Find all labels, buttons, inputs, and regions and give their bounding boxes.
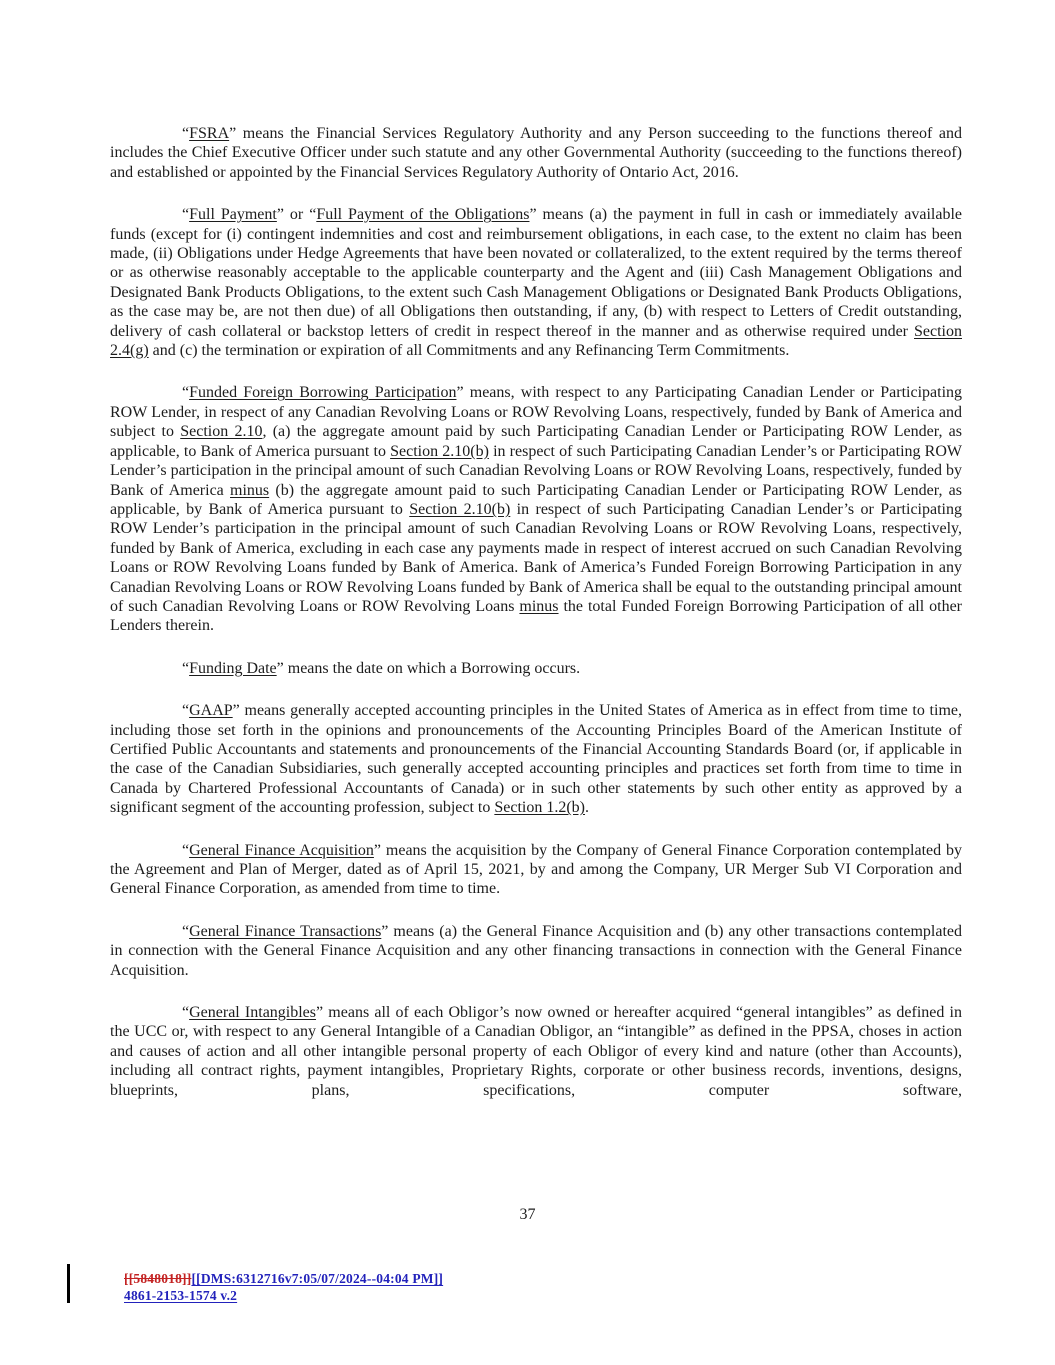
paragraph-text: “ xyxy=(182,206,190,224)
paragraph-text: ” means the date on which a Borrowing occurs. xyxy=(276,659,581,677)
defined-term: minus xyxy=(519,597,559,615)
definition-paragraph xyxy=(110,922,962,980)
definition-paragraph xyxy=(110,383,962,635)
defined-term: Section 2.10(b) xyxy=(390,442,489,460)
defined-term: Full Payment xyxy=(189,206,277,224)
paragraph-text: ” means generally accepted accounting principles in the United States of America as in effect from time to time, including those set forth in the opinions and pronouncements of the Accounting Principles Board of the American Institute of Certified Public Accountants and statements and pronouncements of the Financial Accounting Standards Board (or, if applicable in the case of the Canadian Subsidiaries, such generally accepted accounting principles and practices set forth from time to time in Canada by Chartered Professional Accountants of Canada) or in such other statements by such other entity as approved by a significant segment of the accounting profession, subject to xyxy=(110,702,962,817)
paragraph-text: “ xyxy=(182,702,190,720)
paragraph-text: “ xyxy=(182,922,190,940)
paragraph-text: ” means (a) the General Finance Acquisition and (b) any other transactions contemplated in connection with the General Finance Acquisition and any other financing transactions in connection with the General Finance Acquisition. xyxy=(110,922,962,979)
page-number: 37 xyxy=(519,1206,536,1223)
footer-line-2 xyxy=(124,1288,443,1305)
defined-term: General Finance Acquisition xyxy=(189,841,374,859)
dms-stamp: [[DMS:6312716v7:05/07/2024--04:04 PM]] xyxy=(191,1271,444,1286)
defined-term: Funded Foreign Borrowing Participation xyxy=(189,384,457,402)
definition-paragraph xyxy=(110,701,962,817)
definition-paragraph xyxy=(110,1003,962,1100)
paragraph-text: “ xyxy=(182,1004,190,1022)
paragraph-text: ” means the acquisition by the Company of General Finance Corporation contemplated by the Agreement and Plan of Merger, dated as of April 15, 2021, by and among the Company, UR Merger Sub VI Corporation and General Finance Corporation, as amended from time to time. xyxy=(110,841,962,898)
paragraph-text: , (a) the aggregate amount paid by such Participating Canadian Lender or Participating ROW Lender, as applicable, to Bank of America pursuant to xyxy=(110,423,963,460)
defined-term: GAAP xyxy=(189,702,233,720)
defined-term: Full Payment of the Obligations xyxy=(316,206,530,224)
defined-term: FSRA xyxy=(189,125,230,142)
paragraph-text: “ xyxy=(182,125,190,142)
defined-term: Section 2.10 xyxy=(180,423,263,441)
paragraph-text: in respect of such Participating Canadian Lender’s or Participating ROW Lender’s participation in the principal amount of such Canadian Revolving Loans or ROW Revolving Loans, respectively, funded by Bank of America xyxy=(110,442,963,499)
definitions-text-block xyxy=(110,124,962,1123)
paragraph-text: and (c) the termination or expiration of all Commitments and any Refinancing Term Commitments. xyxy=(148,342,790,360)
definition-paragraph xyxy=(110,659,962,678)
definition-paragraph xyxy=(110,841,962,899)
paragraph-text: “ xyxy=(182,841,190,859)
paragraph-text: ” means, with respect to any Participating Canadian Lender or Participating ROW Lender, in respect of any Canadian Revolving Loans or ROW Revolving Loans, respectively, funded by Bank of America and subject to xyxy=(110,384,963,441)
paragraph-text: . xyxy=(585,799,590,817)
defined-term: minus xyxy=(230,481,270,499)
defined-term: Section 2.4(g) xyxy=(110,322,962,360)
defined-term: Section 2.10(b) xyxy=(409,500,511,518)
defined-term: General Intangibles xyxy=(189,1004,317,1022)
definition-paragraph xyxy=(110,124,962,182)
paragraph-text: ” means all of each Obligor’s now owned or hereafter acquired “general intangibles” as defined in the UCC or, with respect to any General Intangible of a Canadian Obligor, an “intangible” as defined in the PPSA, choses in action and causes of action and all other intangible personal property of each Obligor of every kind and nature (other than Accounts), including all contract rights, payment intangibles, Proprietary Rights, corporate or other business records, inventions, designs, blueprints, plans, specifications, computer software, xyxy=(110,1004,962,1099)
paragraph-text: (b) the aggregate amount paid to such Participating Canadian Lender or Participating ROW Lender, as applicable, by Bank of America pursuant to xyxy=(110,481,963,518)
defined-term: General Finance Transactions xyxy=(189,922,382,940)
paragraph-text: “ xyxy=(182,659,190,677)
defined-term: Section 1.2(b) xyxy=(494,799,586,817)
paragraph-text: in respect of such Participating Canadian Lender’s or Participating ROW Lender’s participation in the principal amount of such Canadian Revolving Loans or ROW Revolving Loans, respectively, funded by Bank of America, excluding in each case any payments made in respect of interest accrued on such Canadian Revolving Loans or ROW Revolving Loans funded by Bank of America. Bank of America’s Funded Foreign Borrowing Participation in any Canadian Revolving Loans or ROW Revolving Loans funded by Bank of America shall be equal to the outstanding principal amount of such Canadian Revolving Loans or ROW Revolving Loans xyxy=(110,500,962,615)
paragraph-text: “ xyxy=(182,384,190,402)
deleted-doc-id: [[5848018]] xyxy=(124,1271,192,1286)
footer-line-1 xyxy=(124,1271,443,1288)
defined-term: Funding Date xyxy=(189,659,277,677)
revision-change-bar xyxy=(67,1264,70,1303)
paragraph-text: ” means (a) the payment in full in cash or immediately available funds (except for (i) contingent indemnities and cost and reimbursement obligations, in each case, to the extent no claim has been made, (ii) Obligations under Hedge Agreements that have been novated or collateralized, to the extent required by the terms thereof or as otherwise reasonably acceptable to the applicable counterparty and the Agent and (iii) Cash Management Obligations and Designated Bank Products Obligations, to the extent such Cash Management Obligations or Designated Bank Products Obligations, as the case may be, are not then due) of all Obligations then outstanding, if any, (b) with respect to Letters of Credit outstanding, delivery of cash collateral or backstop letters of credit in respect thereof in the manner and as otherwise required under xyxy=(110,206,963,340)
paragraph-text: ” or “ xyxy=(276,206,317,224)
paragraph-text: the total Funded Foreign Borrowing Participation of all other Lenders therein. xyxy=(110,597,962,635)
paragraph-text: ” means the Financial Services Regulatory Authority and any Person succeeding to the functions thereof and includes the Chief Executive Officer under such statute and any other Governmental Authority (succeeding to the functions thereof) and established or appointed by the Financial Services Regulatory Authority of Ontario Act, 2016. xyxy=(110,125,962,181)
document-footer xyxy=(124,1271,443,1304)
definition-paragraph xyxy=(110,205,962,360)
doc-version-number: 4861-2153-1574 v.2 xyxy=(124,1287,238,1303)
